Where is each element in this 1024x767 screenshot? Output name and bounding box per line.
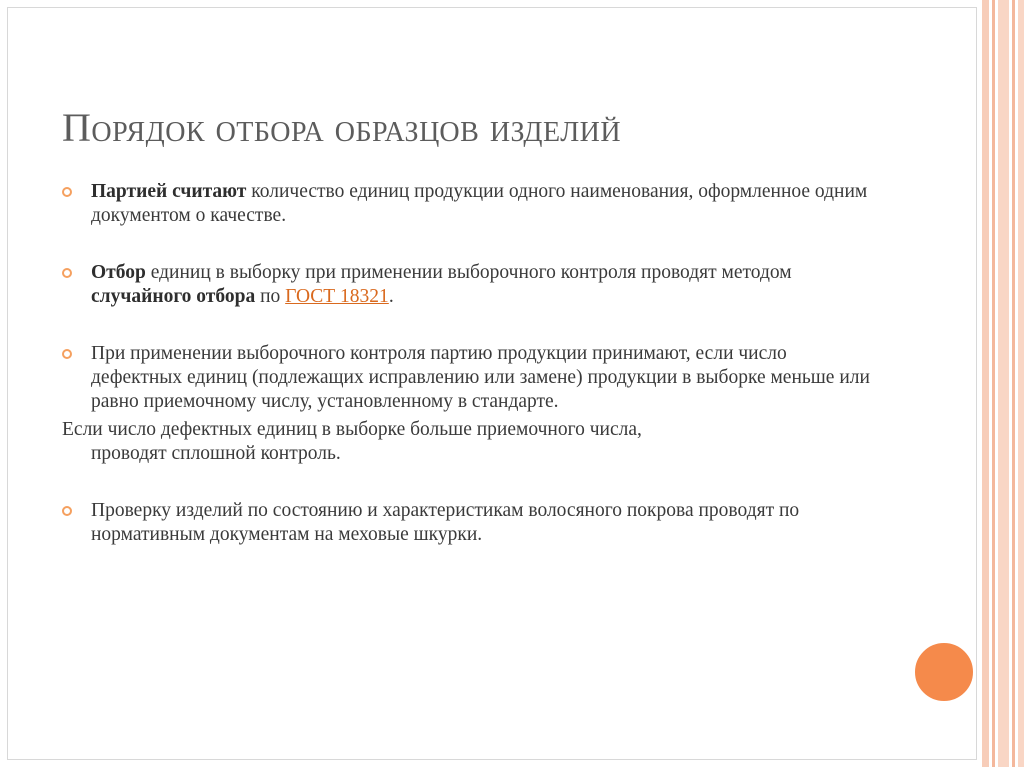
item-text: .: [388, 286, 394, 307]
decorative-stripe: [1018, 0, 1024, 767]
decorative-stripe: [982, 0, 989, 767]
gost-link[interactable]: ГОСТ 18321: [285, 286, 389, 307]
bold-text: Партией считают: [91, 181, 247, 202]
list-item: [62, 342, 882, 414]
bold-text: Отбор: [91, 262, 146, 283]
slide-content: [62, 180, 882, 547]
list-item: [62, 180, 882, 228]
orange-circle-decoration: [913, 641, 975, 703]
item-text: При применении выборочного контроля партию продукции принимают, если число дефектных единиц (подлежащих исправлению или замене) продукции в выборке меньше или равно приемочному числу, установленному в стандарте.: [91, 343, 870, 412]
item-text: по: [255, 286, 286, 307]
item-text: Проверку изделий по состоянию и характеристикам волосяного покрова проводят по нормативным документам на меховые шкурки.: [91, 500, 800, 545]
decorative-stripe: [992, 0, 995, 767]
list-item: [62, 499, 882, 547]
ring-bullet-icon: [62, 187, 72, 197]
bold-text: случайного отбора: [91, 286, 256, 307]
item-text: Если число дефектных единиц в выборке больше приемочного числа,: [62, 419, 642, 440]
ring-bullet-icon: [62, 268, 72, 278]
slide-title: Порядок отбора образцов изделий: [62, 105, 622, 150]
ring-bullet-icon: [62, 349, 72, 359]
item-text: проводят сплошной контроль.: [91, 443, 341, 464]
decorative-stripe: [1012, 0, 1015, 767]
decorative-stripe: [998, 0, 1009, 767]
item-text: количество единиц продукции одного наименования, оформленное одним документом о качестве.: [91, 181, 868, 226]
list-item-unbulleted: [62, 418, 882, 466]
list-item: [62, 261, 882, 309]
ring-bullet-icon: [62, 506, 72, 516]
item-text: единиц в выборку при применении выборочного контроля проводят методом: [145, 262, 792, 283]
